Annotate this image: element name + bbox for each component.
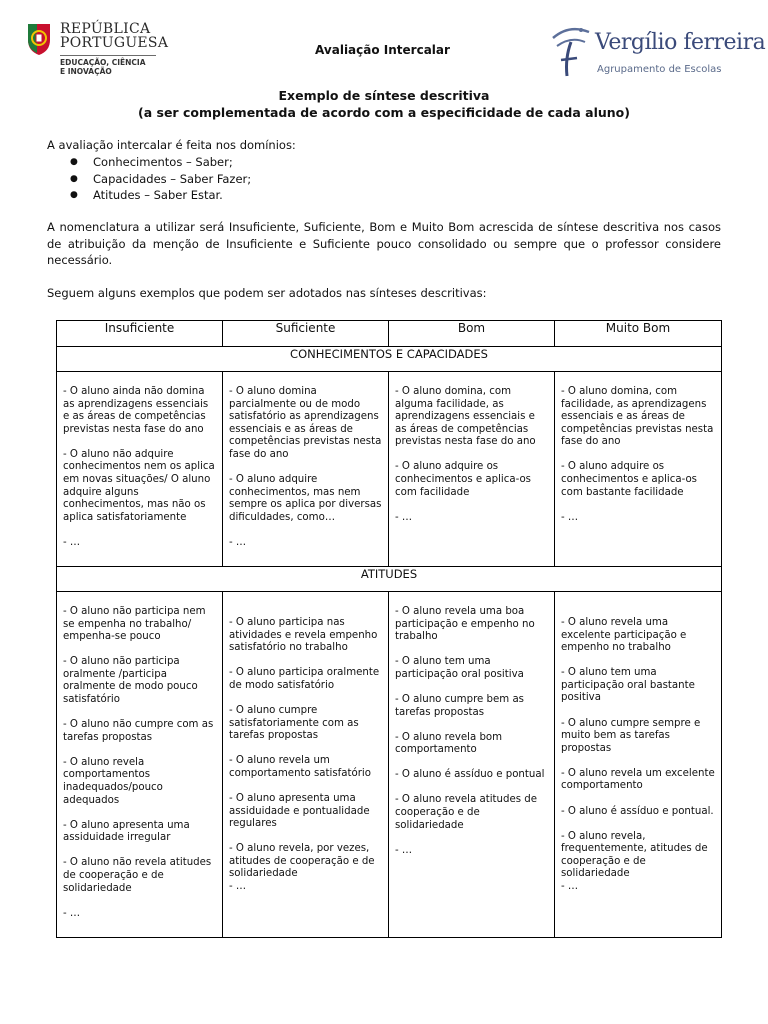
logo-divider [60, 55, 156, 56]
intro-text: A avaliação intercalar é feita nos domínios: [47, 138, 296, 152]
republica-portuguesa-logo [24, 22, 174, 82]
cell-item: - O aluno adquire os conhecimentos e aplica-os com bastante facilidade [561, 461, 697, 498]
cell-item: - O aluno revela comportamentos inadequados/pouco adequados [63, 756, 163, 806]
cell-muito-bom-knowledge [555, 372, 722, 567]
section-title-attitudes: ATITUDES [57, 567, 722, 592]
title-line-1: Exemplo de síntese descritiva [278, 88, 490, 103]
section-title-knowledge: CONHECIMENTOS E CAPACIDADES [57, 347, 722, 372]
domain-list [70, 154, 251, 204]
cell-item: - O aluno revela um excelente comportamento [561, 767, 715, 792]
cell-item: - O aluno domina, com facilidade, as aprendizagens essenciais e as áreas de competências previstas nesta fase do ano [561, 386, 714, 448]
cell-bom-attitudes [389, 592, 555, 938]
ministry-name: EDUCAÇÃO, CIÊNCIA E INOVAÇÃO [60, 58, 146, 76]
cell-item: - O aluno revela atitudes de cooperação e de solidariedade [395, 794, 538, 831]
section-row [57, 347, 722, 372]
republica-portuguesa-name: REPÚBLICA PORTUGUESA [60, 21, 169, 51]
cell-item: - O aluno é assíduo e pontual [395, 769, 545, 781]
cell-insuficiente-knowledge [57, 372, 223, 567]
cell-item: - O aluno domina parcialmente ou de modo satisfatório as aprendizagens essenciais e as áreas de competências previstas nesta fase do ano [229, 386, 382, 460]
cell-item: - … [395, 511, 413, 523]
section-row [57, 567, 722, 592]
cell-item: - O aluno revela uma excelente participação e empenho no trabalho [561, 617, 687, 654]
cell-item: - O aluno revela, por vezes, atitudes de cooperação e de solidariedade - … [229, 843, 375, 892]
cell-item: - O aluno não participa oralmente /participa oralmente de modo pouco satisfatório [63, 656, 198, 706]
cell-item: - O aluno cumpre sempre e muito bem as tarefas propostas [561, 717, 701, 754]
cell-item: - … [63, 536, 81, 548]
domain-item: ● Capacidades – Saber Fazer; [70, 171, 251, 188]
cell-item: - O aluno revela um comportamento satisfatório [229, 755, 371, 779]
cell-item: - O aluno apresenta uma assiduidade irregular [63, 819, 190, 844]
column-header: Insuficiente [57, 321, 223, 347]
column-header: Suficiente [223, 321, 389, 347]
column-header: Muito Bom [555, 321, 722, 347]
cell-item: - O aluno revela, frequentemente, atitudes de cooperação e de solidariedade - … [561, 830, 708, 892]
title-line-2: (a ser complementada de acordo com a especificidade de cada aluno) [138, 105, 630, 120]
cell-item: - O aluno não cumpre com as tarefas propostas [63, 719, 214, 743]
table-row [57, 592, 722, 938]
cell-item: - O aluno adquire os conhecimentos e aplica-os com facilidade [395, 461, 531, 498]
cell-item: - O aluno não adquire conhecimentos nem os aplica em novas situações/ O aluno adquire alguns conhecimentos, mas não os aplica satisfatoriamente [63, 448, 215, 523]
cell-item: - O aluno tem uma participação oral positiva [395, 656, 524, 680]
cell-item: - O aluno cumpre bem as tarefas propostas [395, 693, 524, 718]
column-header: Bom [389, 321, 555, 347]
cell-suficiente-knowledge [223, 372, 389, 567]
table-header-row [57, 321, 722, 347]
cell-item: - … [229, 536, 247, 548]
cell-item: - O aluno revela bom comportamento [395, 731, 503, 756]
cell-item: - O aluno participa nas atividades e revela empenho satisfatório no trabalho [229, 617, 378, 654]
cell-item: - O aluno adquire conhecimentos, mas nem sempre os aplica por diversas dificuldades, como… [229, 474, 382, 523]
cell-item: - O aluno ainda não domina as aprendizagens essenciais e as áreas de competências previstas nesta fase do ano [63, 386, 209, 435]
cell-item: - O aluno revela uma boa participação e empenho no trabalho [395, 606, 535, 643]
cell-item: - … [63, 907, 81, 919]
school-subtitle: Agrupamento de Escolas [597, 64, 722, 75]
cell-item: - O aluno não participa nem se empenha no trabalho/ empenha-se pouco [63, 606, 206, 643]
page-header [0, 0, 768, 85]
cell-item: - O aluno tem uma participação oral bastante positiva [561, 667, 695, 704]
document-header-title: Avaliação Intercalar [315, 43, 450, 57]
cell-item: - O aluno cumpre satisfatoriamente com as tarefas propostas [229, 704, 359, 742]
cell-item: - O aluno domina, com alguma facilidade, as aprendizagens essenciais e as áreas de competências previstas nesta fase do ano [395, 386, 536, 448]
nomenclature-paragraph: A nomenclatura a utilizar será Insuficiente, Suficiente, Bom e Muito Bom acrescida de síntese descritiva nos casos de atribuição da menção de Insuficiente e Suficiente pouco consolidado ou sempre que o professor considere necessário. [47, 220, 721, 267]
cell-insuficiente-attitudes [57, 592, 223, 938]
cell-item: - O aluno é assíduo e pontual. [561, 805, 714, 817]
cell-item: - … [561, 511, 579, 523]
school-emblem-icon [545, 22, 597, 80]
cell-item: - O aluno apresenta uma assiduidade e pontualidade regulares [229, 792, 370, 830]
cell-bom-knowledge [389, 372, 555, 567]
synthesis-table [56, 320, 722, 938]
main-title [0, 87, 768, 121]
domain-item: ● Conhecimentos – Saber; [70, 154, 251, 171]
examples-intro: Seguem alguns exemplos que podem ser adotados nas sínteses descritivas: [47, 286, 487, 300]
cell-muito-bom-attitudes [555, 592, 722, 938]
domain-item: ● Atitudes – Saber Estar. [70, 187, 251, 204]
cell-item: - O aluno participa oralmente de modo satisfatório [229, 667, 380, 691]
school-logo [545, 22, 766, 82]
school-name: Vergílio ferreira [595, 30, 766, 55]
cell-suficiente-attitudes [223, 592, 389, 938]
table-row [57, 372, 722, 567]
cell-item: - … [395, 844, 413, 856]
coat-of-arms-icon [24, 22, 54, 56]
cell-item: - O aluno não revela atitudes de cooperação e de solidariedade [63, 857, 212, 894]
